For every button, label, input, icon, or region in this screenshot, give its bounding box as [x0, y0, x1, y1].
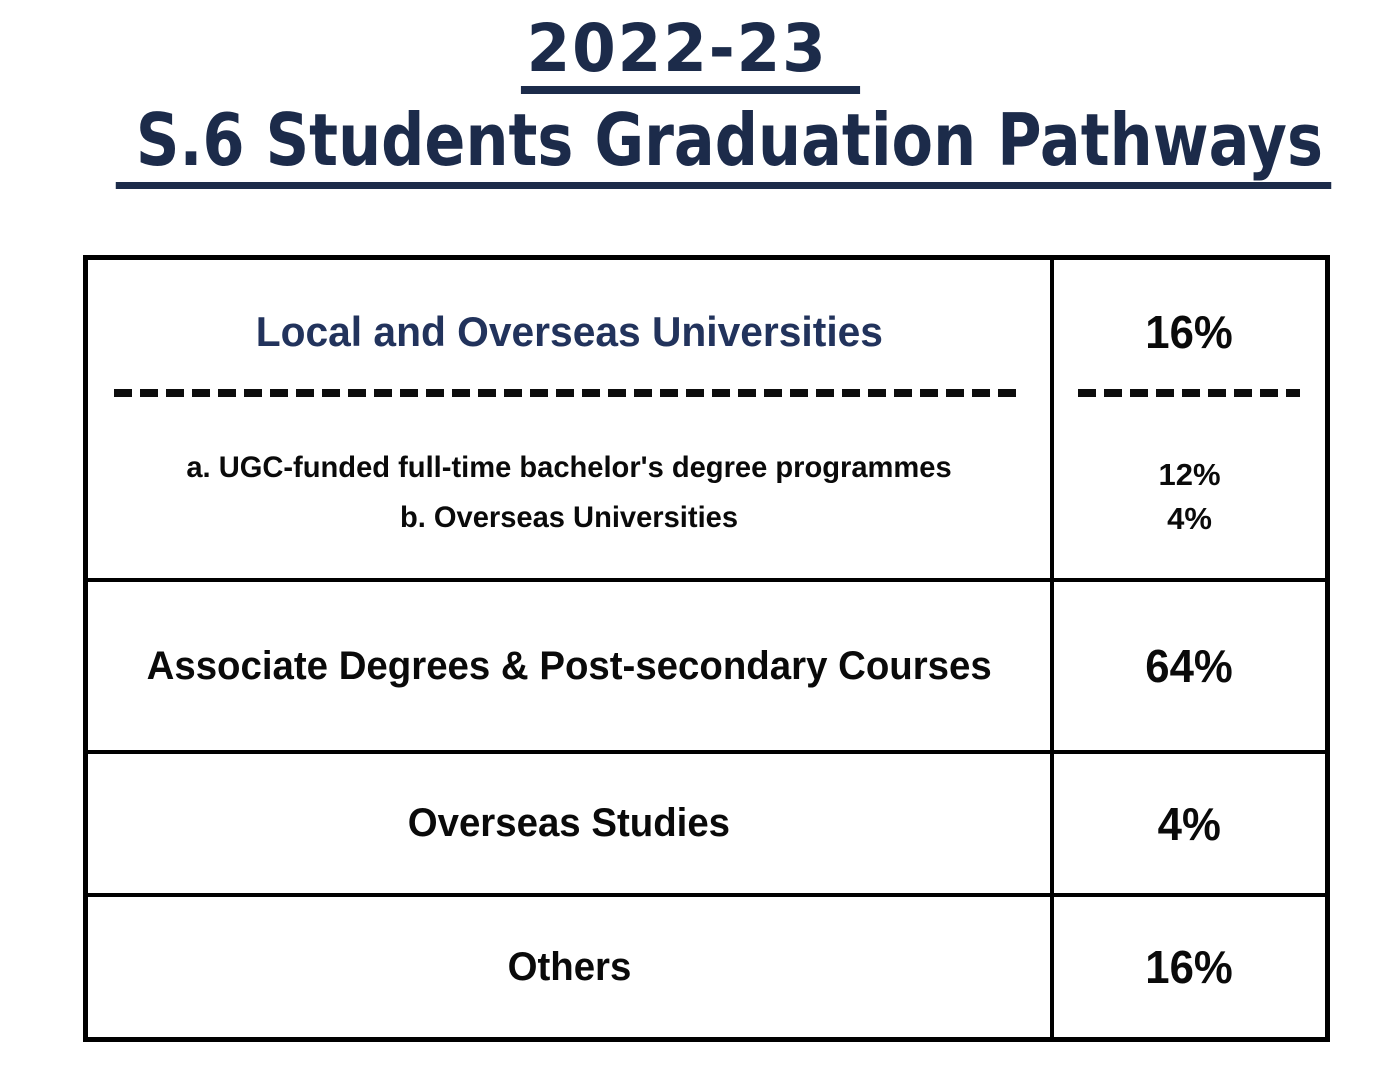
sub-item-value-overseas-universities: 4%: [1167, 501, 1212, 536]
row-label-others: Others: [507, 944, 631, 989]
row-label-overseas-studies: Overseas Studies: [407, 801, 731, 845]
page-title-main-row: [0, 98, 1380, 189]
table-row-others-value-cell: [1054, 897, 1325, 1037]
page-title-year: 2022-23: [520, 16, 859, 94]
universities-heading-area: [88, 260, 1050, 389]
table-row-associate-label-cell: [88, 582, 1054, 754]
table-row-overseas-label-cell: [88, 754, 1054, 897]
universities-sub-values: [1054, 453, 1325, 541]
row-label-associate-degrees: Associate Degrees & Post-secondary Courses: [146, 643, 992, 688]
dashed-divider: [1078, 389, 1300, 397]
table-row-associate-value-cell: [1054, 582, 1325, 754]
row-value-universities: 16%: [1145, 305, 1234, 358]
row-value-associate-degrees: 64%: [1145, 640, 1234, 692]
sub-item-label-ugc: a. UGC-funded full-time bachelor's degree programmes: [186, 451, 952, 484]
sub-item-value-ugc: 12%: [1158, 457, 1221, 492]
dashed-divider: [114, 389, 1024, 397]
page-title-main: S.6 Students Graduation Pathways: [116, 102, 1332, 189]
pathways-table: [83, 255, 1330, 1042]
sub-item-label-overseas-universities: b. Overseas Universities: [399, 501, 739, 534]
table-row-overseas-value-cell: [1054, 754, 1325, 897]
table-row-others-label-cell: [88, 897, 1054, 1037]
row-value-overseas-studies: 4%: [1157, 797, 1222, 850]
table-row-universities-value-cell: [1054, 260, 1325, 582]
row-value-others: 16%: [1145, 941, 1234, 993]
row-label-universities: Local and Overseas Universities: [255, 307, 883, 355]
table-row-universities-label-cell: [88, 260, 1054, 582]
universities-value-area: [1054, 260, 1325, 389]
universities-sub-items: [88, 443, 1050, 543]
page-title-year-row: [0, 10, 1380, 94]
